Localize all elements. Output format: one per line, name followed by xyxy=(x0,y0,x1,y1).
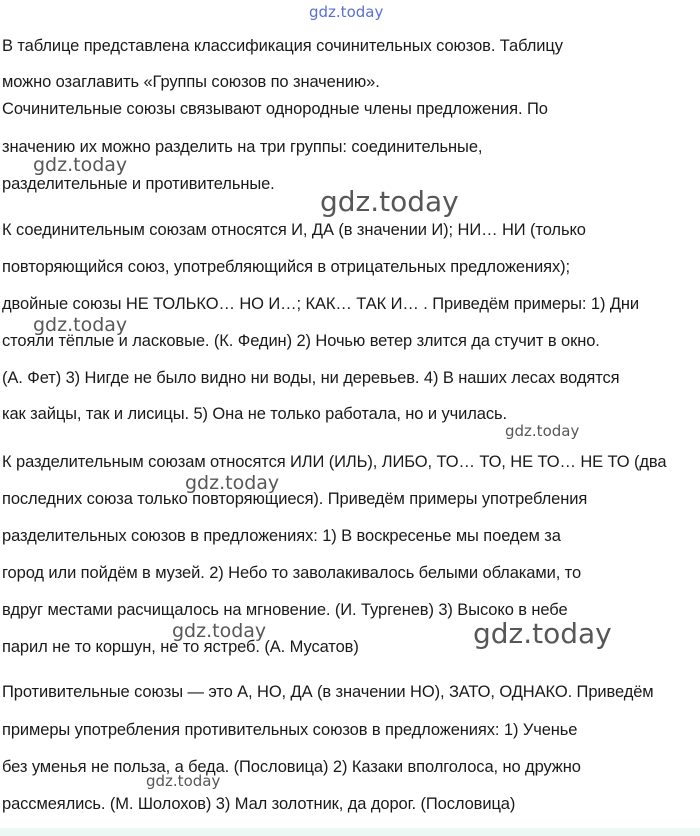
text-line: как зайцы, так и лисицы. 5) Она не только работала, но и училась. xyxy=(2,405,507,423)
text-line: рассмеялись. (М. Шолохов) 3) Мал золотник, да дорог. (Пословица) xyxy=(2,795,516,813)
text-line: В таблице представлена классификация сочинительных союзов. Таблицу xyxy=(2,37,563,55)
watermark: gdz.today xyxy=(146,772,221,790)
text-line: К разделительным союзам относятся ИЛИ (ИЛЬ), ЛИБО, ТО… ТО, НЕ ТО… НЕ ТО (два xyxy=(2,453,667,471)
text-line: можно озаглавить «Группы союзов по значению». xyxy=(2,73,380,91)
text-line: повторяющийся союз, употребляющийся в отрицательных предложениях); xyxy=(2,258,570,276)
watermark: gdz.today xyxy=(172,620,267,642)
text-line: последних союза только повторяющиеся). Приведём примеры употребления xyxy=(2,490,588,508)
text-line: парил не то коршун, не то ястреб. (А. Мусатов) xyxy=(2,638,359,656)
text-line: Сочинительные союзы связывают однородные члены предложения. По xyxy=(2,100,548,118)
watermark: gdz.today xyxy=(473,617,612,650)
text-line: разделительные и противительные. xyxy=(2,175,275,193)
text-line: разделительных союзов в предложениях: 1) В воскресенье мы поедем за xyxy=(2,527,561,545)
text-line: (А. Фет) 3) Нигде не было видно ни воды, ни деревьев. 4) В наших лесах водятся xyxy=(2,369,620,387)
watermark: gdz.today xyxy=(33,314,128,336)
watermark: gdz.today xyxy=(320,185,459,218)
text-line: город или пойдём в музей. 2) Небо то заволакивалось белыми облаками, то xyxy=(2,564,582,582)
text-line: вдруг местами расчищалось на мгновение. (И. Тургенев) 3) Высоко в небе xyxy=(2,601,568,619)
bottom-strip xyxy=(0,828,700,836)
watermark-top: gdz.today xyxy=(309,3,384,21)
text-line: значению их можно разделить на три группы: соединительные, xyxy=(2,138,483,156)
text-line: примеры употребления противительных союзов в предложениях: 1) Ученье xyxy=(2,721,578,739)
text-line: стояли тёплые и ласковые. (К. Федин) 2) Ночью ветер злится да стучит в окно. xyxy=(2,332,600,350)
text-line: без уменья не польза, а беда. (Пословица) 2) Казаки вполголоса, но дружно xyxy=(2,758,581,776)
watermark: gdz.today xyxy=(185,472,280,494)
watermark: gdz.today xyxy=(33,154,128,176)
watermark: gdz.today xyxy=(505,422,580,440)
text-line: Противительные союзы — это А, НО, ДА (в значении НО), ЗАТО, ОДНАКО. Приведём xyxy=(2,683,654,701)
text-line: К соединительным союзам относятся И, ДА (в значении И); НИ… НИ (только xyxy=(2,221,586,239)
text-line: двойные союзы НЕ ТОЛЬКО… НО И…; КАК… ТАК И… . Приведём примеры: 1) Дни xyxy=(2,295,640,313)
